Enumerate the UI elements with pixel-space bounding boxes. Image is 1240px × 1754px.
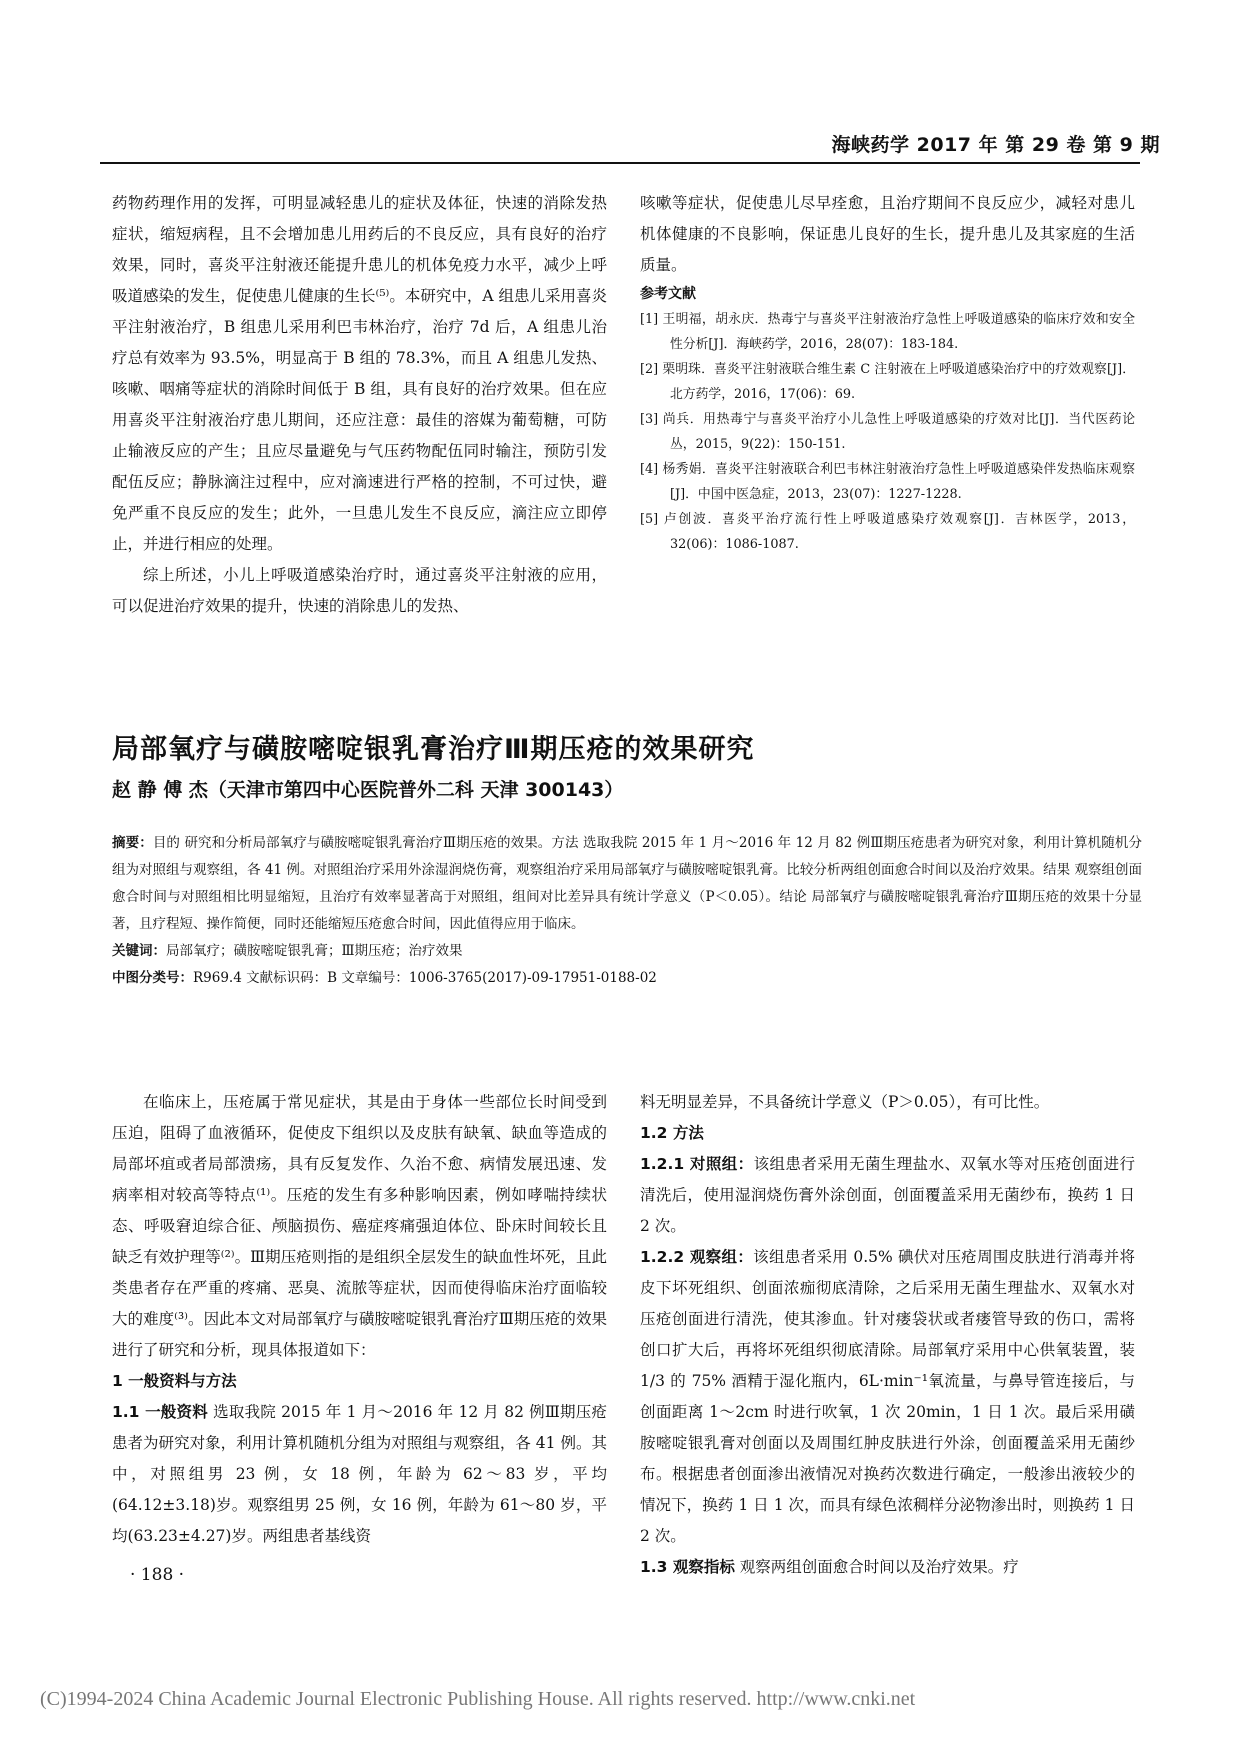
reference-item: [5] 卢创波．喜炎平治疗流行性上呼吸道感染疗效观察[J]．吉林医学，2013，32(06)：1086-1087. xyxy=(640,512,1135,552)
article-title: 局部氧疗与磺胺嘧啶银乳膏治疗Ⅲ期压疮的效果研究 xyxy=(112,734,755,765)
abstract-text: 目的 研究和分析局部氧疗与磺胺嘧啶银乳膏治疗Ⅲ期压疮的效果。方法 选取我院 2015 年 1 月～2016 年 12 月 82 例Ⅲ期压疮患者为研究对象，利用计算机随机分组为对照组与观察组，各 41 例。对照组治疗采用外涂湿润烧伤膏，观察组治疗采用局部氧疗与磺胺嘧啶银乳膏。比较分析两组创面愈合时间以及治疗效果。结果 观察组创面愈合时间与对照组相比明显缩短，且治疗有效率显著高于对照组，组间对比差异具有统计学意义（P＜0.05）。结论 局部氧疗与磺胺嘧啶银乳膏治疗Ⅲ期压疮的效果十分显著，且疗程短、操作简便，同时还能缩短压疮愈合时间，因此值得应用于临床。 xyxy=(112,835,1142,932)
intro-paragraph: 在临床上，压疮属于常见症状，其是由于身体一些部位长时间受到压迫，阻碍了血液循环，促使皮下组织以及皮肤有缺氧、缺血等造成的局部坏疽或者局部溃疡，具有反复发作、久治不愈、病情发展迅速、发病率相对较高等特点⁽¹⁾。压疮的发生有多种影响因素，例如哮喘持续状态、呼吸窘迫综合征、颅脑损伤、癌症疼痛强迫体位、卧床时间较长且缺乏有效护理等⁽²⁾。Ⅲ期压疮则指的是组织全层发生的缺血性坏死，且此类患者存在严重的疼痛、恶臭、流脓等症状，因而使得临床治疗面临较大的难度⁽³⁾。因此本文对局部氧疗与磺胺嘧啶银乳膏治疗Ⅲ期压疮的效果进行了研究和分析，现具体报道如下： xyxy=(112,1093,607,1359)
section-paragraph xyxy=(640,1149,1135,1242)
prev-article-conclusion: 综上所述，小儿上呼吸道感染治疗时，通过喜炎平注射液的应用，可以促进治疗效果的提升，快速的消除患儿的发热、 xyxy=(112,566,607,615)
reference-item: [1] 王明福，胡永庆．热毒宁与喜炎平注射液治疗急性上呼吸道感染的临床疗效和安全性分析[J]．海峡药学，2016，28(07)：183-184. xyxy=(640,312,1135,352)
abstract xyxy=(112,830,1142,938)
prev-article-paragraph: 咳嗽等症状，促使患儿尽早痊愈，且治疗期间不良反应少，减轻对患儿机体健康的不良影响，保证患儿良好的生长，提升患儿及其家庭的生活质量。 xyxy=(640,194,1135,274)
header-rule xyxy=(100,162,1140,164)
section-heading: 1 一般资料与方法 xyxy=(112,1372,237,1390)
section-paragraph xyxy=(640,1242,1135,1552)
subsection-heading: 1.1 一般资料 xyxy=(112,1403,208,1421)
reference-item: [2] 栗明珠．喜炎平注射液联合维生素 C 注射液在上呼吸道感染治疗中的疗效观察[J]．北方药学，2016，17(06)：69. xyxy=(640,362,1135,402)
reference-item: [3] 尚兵．用热毒宁与喜炎平治疗小儿急性上呼吸道感染的疗效对比[J]．当代医药论丛，2015，9(22)：150-151. xyxy=(640,412,1135,452)
footer-copyright: (C)1994-2024 China Academic Journal Electronic Publishing House. All rights reserved. http://www.cnki.net xyxy=(40,1688,916,1710)
article-author: 赵 静 傅 杰（天津市第四中心医院普外二科 天津 300143） xyxy=(112,779,624,801)
prev-article-right-column xyxy=(640,188,1135,557)
subsection-text: 选取我院 2015 年 1 月～2016 年 12 月 82 例Ⅲ期压疮患者为研究对象，利用计算机随机分组为对照组与观察组，各 41 例。其中，对照组男 23 例，女 18 例，年龄为 62～83 岁，平均(64.12±3.18)岁。观察组男 25 例，女 16 例，年龄为 61～80 岁，平均(63.23±4.27)岁。两组患者基线资 xyxy=(112,1403,607,1545)
subsection-text: 该组患者采用 0.5% 碘伏对压疮周围皮肤进行消毒并将皮下坏死组织、创面浓痂彻底清除，之后采用无菌生理盐水、双氧水对压疮创面进行清洗，使其渗血。针对瘘袋状或者瘘管导致的伤口，需将创口扩大后，再将坏死组织彻底清除。局部氧疗采用中心供氧装置，装 1/3 的 75% 酒精于湿化瓶内，6L·min⁻¹氧流量，与鼻导管连接后，与创面距离 1～2cm 时进行吹氧，1 次 20min，1 日 1 次。最后采用磺胺嘧啶银乳膏对创面以及周围红肿皮肤进行外涂，创面覆盖采用无菌纱布。根据患者创面渗出液情况对换药次数进行确定，一般渗出液较少的情况下，换药 1 日 1 次，而具有绿色浓稠样分泌物渗出时，则换药 1 日 2 次。 xyxy=(640,1248,1136,1545)
article-body-left-column xyxy=(112,1087,607,1552)
keywords-label: 关键词： xyxy=(112,943,166,959)
page-number: · 188 · xyxy=(130,1565,185,1585)
references-heading: 参考文献 xyxy=(640,286,696,302)
subsection-heading: 1.2.1 对照组： xyxy=(640,1155,754,1173)
section-heading: 1.2 方法 xyxy=(640,1124,704,1142)
prev-article-paragraph: 药物药理作用的发挥，可明显减轻患儿的症状及体征，快速的消除发热症状，缩短病程，且不会增加患儿用药后的不良反应，具有良好的治疗效果，同时，喜炎平注射液还能提升患儿的机体免疫力水平，减少上呼吸道感染的发生，促使患儿健康的生长⁽⁵⁾。本研究中，A 组患儿采用喜炎平注射液治疗，B 组患儿采用利巴韦林治疗，治疗 7d 后，A 组患儿治疗总有效率为 93.5%，明显高于 B 组的 78.3%，而且 A 组患儿发热、咳嗽、咽痛等症状的消除时间低于 B 组，具有良好的治疗效果。但在应用喜炎平注射液治疗患儿期间，还应注意：最佳的溶媒为葡萄糖，可防止输液反应的产生；且应尽量避免与气压药物配伍同时输注，预防引发配伍反应；静脉滴注过程中，应对滴速进行严格的控制，不可过快，避免严重不良反应的发生；此外，一旦患儿发生不良反应，滴注应立即停止，并进行相应的处理。 xyxy=(112,194,607,553)
subsection-text: 该组患者采用无菌生理盐水、双氧水等对压疮创面进行清洗后，使用湿润烧伤膏外涂创面，创面覆盖采用无菌纱布，换药 1 日 2 次。 xyxy=(640,1155,1135,1235)
continued-paragraph: 料无明显差异，不具备统计学意义（P＞0.05），有可比性。 xyxy=(640,1093,1050,1111)
subsection-text: 观察两组创面愈合时间以及治疗效果。疗 xyxy=(739,1558,1019,1576)
reference-item: [4] 杨秀娟．喜炎平注射液联合利巴韦林注射液治疗急性上呼吸道感染伴发热临床观察[J]．中国中医急症，2013，23(07)：1227-1228. xyxy=(640,462,1135,502)
subsection-heading: 1.3 观察指标 xyxy=(640,1558,735,1576)
article-body-right-column xyxy=(640,1087,1135,1583)
keywords xyxy=(112,938,1142,965)
subsection-heading: 1.2.2 观察组： xyxy=(640,1248,754,1266)
abstract-label: 摘要： xyxy=(112,835,153,851)
section-paragraph xyxy=(112,1397,607,1552)
classification-label: 中图分类号： xyxy=(112,970,193,986)
section-paragraph xyxy=(640,1552,1135,1583)
classification xyxy=(112,965,1142,992)
prev-article-left-column xyxy=(112,188,607,622)
abstract-block xyxy=(112,830,1142,992)
running-header: 海峡药学 2017 年 第 29 卷 第 9 期 xyxy=(831,134,1160,156)
classification-text: R969.4 文献标识码：B 文章编号：1006-3765(2017)-09-17951-0188-02 xyxy=(193,970,657,986)
keywords-text: 局部氧疗；磺胺嘧啶银乳膏；Ⅲ期压疮；治疗效果 xyxy=(166,943,463,959)
